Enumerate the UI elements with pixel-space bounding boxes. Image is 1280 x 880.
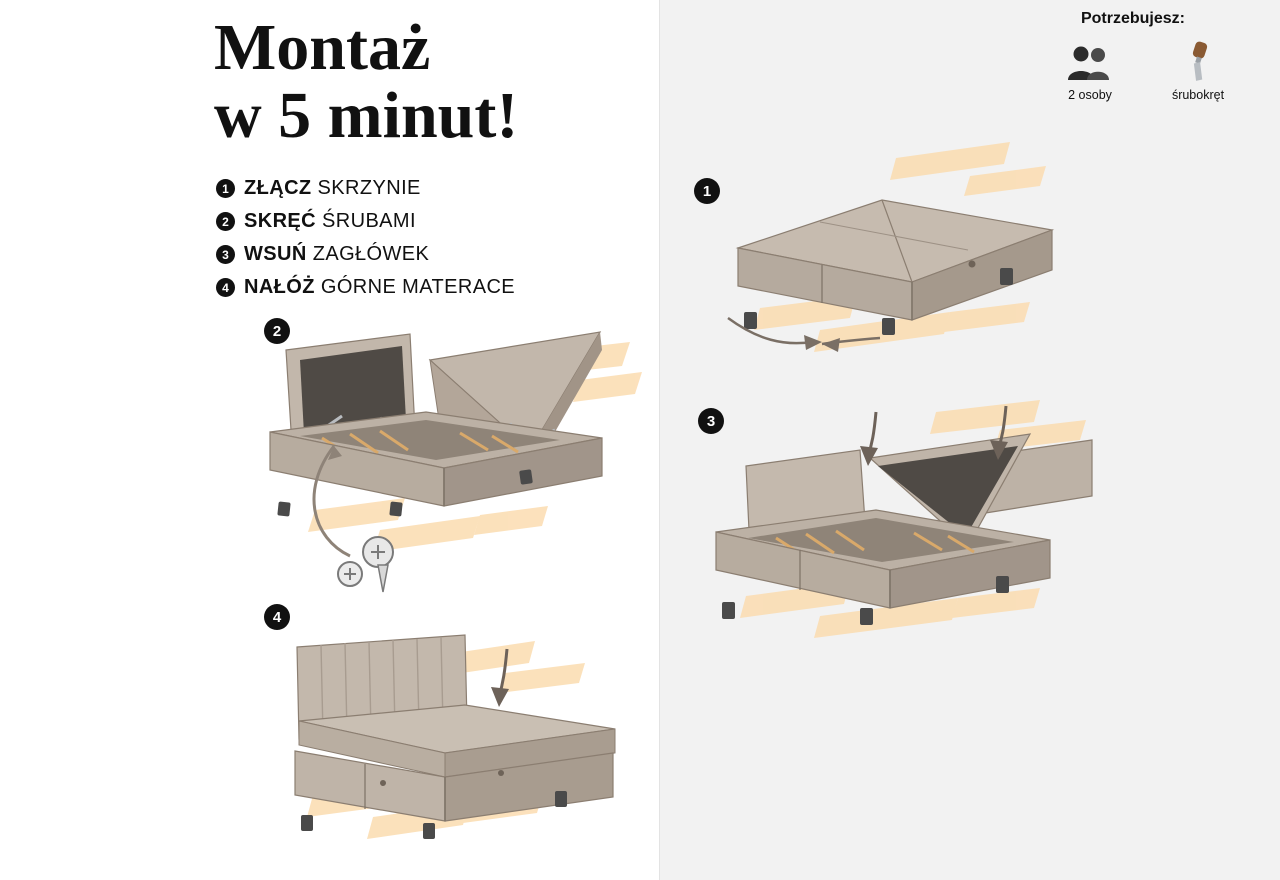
step-1-illustration — [700, 140, 1120, 370]
handle-icon — [498, 770, 504, 776]
screw-icon — [363, 537, 393, 592]
steps-list — [216, 172, 515, 304]
list-item — [216, 271, 515, 304]
screwdriver-icon — [1162, 40, 1234, 82]
right-panel — [660, 0, 1280, 880]
badge-step-1: 1 — [694, 178, 720, 204]
step-number-badge: 3 — [216, 245, 235, 264]
step-2-illustration — [230, 320, 650, 610]
step-number-badge: 2 — [216, 212, 235, 231]
handle-icon — [380, 780, 386, 786]
list-item — [216, 172, 515, 205]
step-object: ZAGŁÓWEK — [312, 243, 430, 265]
need-item-screwdriver — [1162, 40, 1234, 102]
list-item — [216, 238, 515, 271]
arrow-head — [491, 687, 509, 707]
step-object: ŚRUBAMI — [322, 210, 416, 232]
step-action: SKRĘĆ — [244, 210, 317, 232]
headline-line-1: Montaż — [214, 11, 431, 84]
step-3-illustration — [700, 400, 1180, 660]
screw-icon — [338, 562, 362, 586]
step-action: NAŁÓŻ — [244, 276, 315, 298]
tools-needed-title: Potrzebujesz: — [1080, 10, 1185, 27]
badge-step-4: 4 — [264, 604, 290, 630]
headline-line-2: w 5 minut! — [214, 79, 519, 152]
step-number-badge: 4 — [216, 278, 235, 297]
badge-step-3: 3 — [698, 408, 724, 434]
step-4-illustration — [255, 625, 655, 865]
step-object: GÓRNE MATERACE — [320, 276, 516, 298]
list-item — [216, 205, 515, 238]
step-action: WSUŃ — [244, 243, 307, 265]
page-title — [214, 11, 519, 152]
step-object: SKRZYNIE — [317, 177, 421, 199]
people-icon — [1054, 40, 1126, 82]
need-label-screwdriver: śrubokręt — [1171, 88, 1225, 102]
need-item-people — [1054, 40, 1126, 102]
tools-needed-block — [1018, 10, 1248, 102]
need-label-people: 2 osoby — [1068, 88, 1112, 102]
step-action: ZŁĄCZ — [244, 177, 312, 199]
badge-step-2: 2 — [264, 318, 290, 344]
step-number-badge: 1 — [216, 179, 235, 198]
handle-icon — [969, 261, 976, 268]
